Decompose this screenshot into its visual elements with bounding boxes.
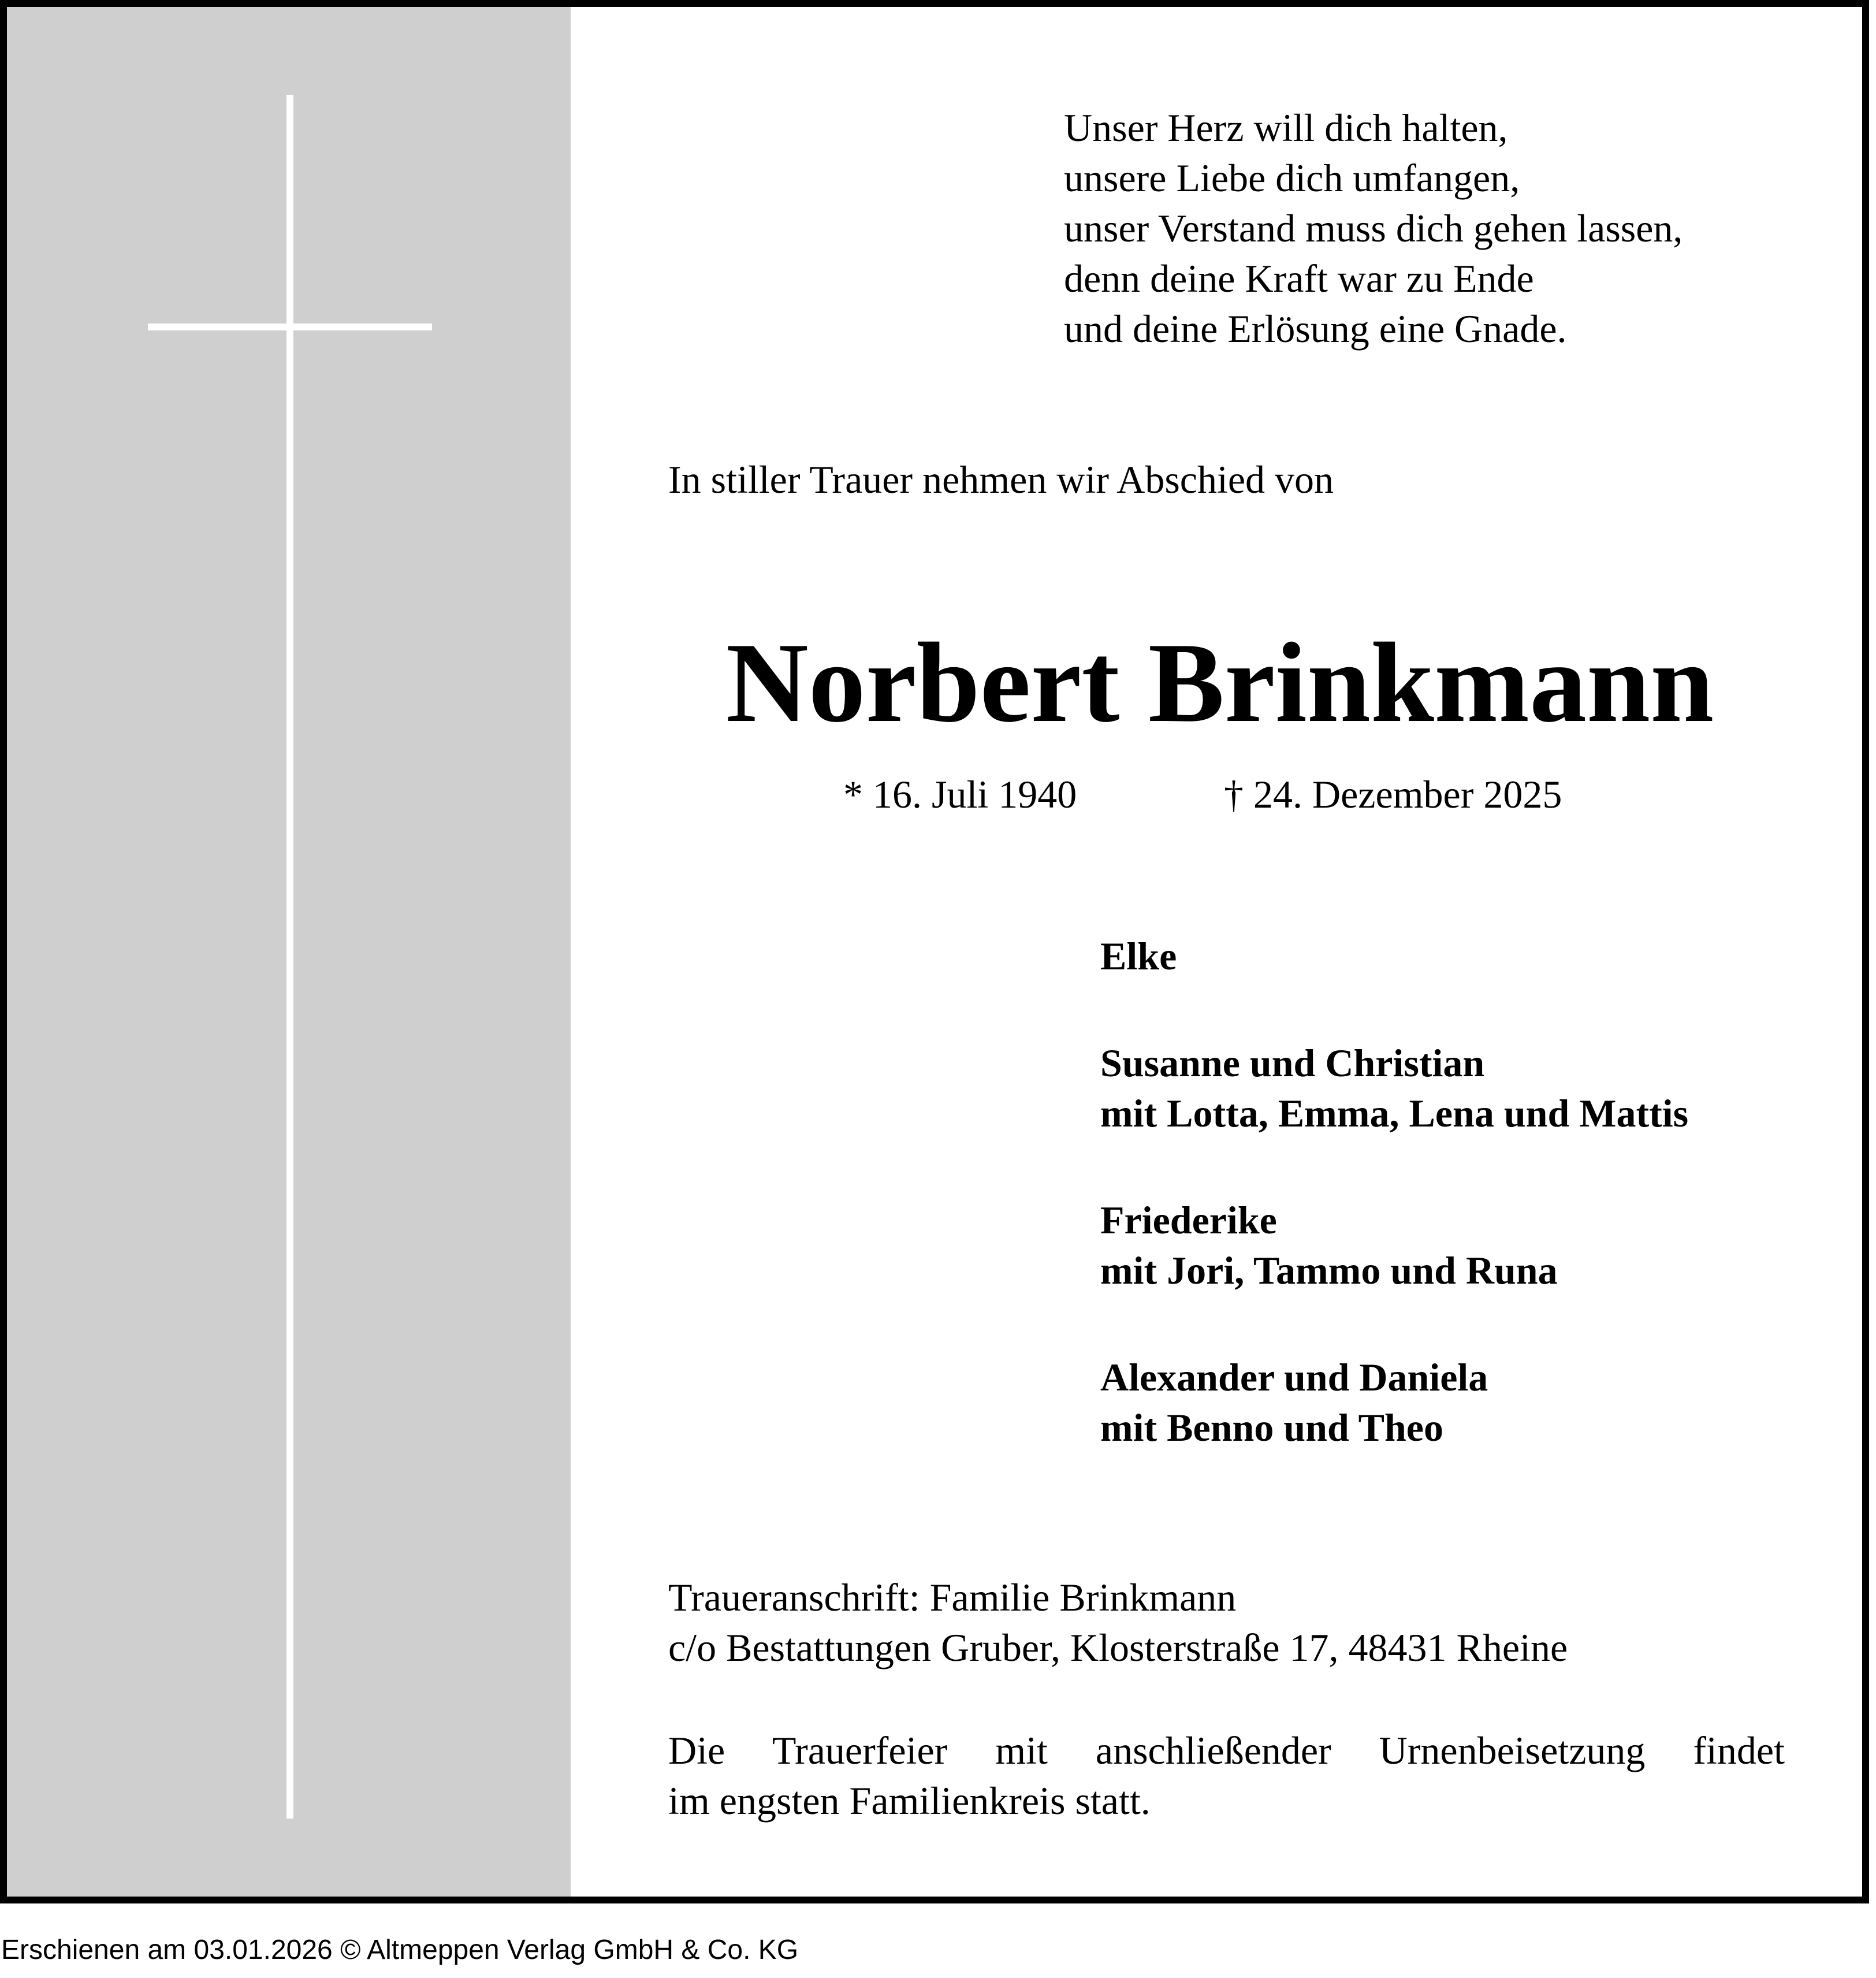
family-group (1100, 1038, 1688, 1139)
ceremony-line: im engsten Familienkreis statt. (668, 1779, 1151, 1823)
family-list (1100, 931, 1688, 1453)
deceased-name: Norbert Brinkmann (725, 619, 1714, 746)
birth-date: * 16. Juli 1940 (843, 772, 1077, 816)
poem (1064, 103, 1683, 354)
family-line: Elke (1100, 934, 1177, 978)
address-line: Traueranschrift: Familie Brinkmann (668, 1575, 1237, 1619)
family-line: mit Jori, Tammo und Runa (1100, 1248, 1558, 1292)
cross-vertical-bar (286, 95, 293, 1819)
side-panel (7, 7, 571, 1897)
family-group (1100, 931, 1688, 981)
family-line: Susanne und Christian (1100, 1041, 1485, 1085)
mourning-address (668, 1572, 1568, 1673)
publication-footer: Erschienen am 03.01.2026 © Altmeppen Verlag GmbH & Co. KG (1, 1935, 799, 1965)
poem-line: und deine Erlösung eine Gnade. (1064, 307, 1567, 351)
family-line: Alexander und Daniela (1100, 1355, 1488, 1399)
poem-line: denn deine Kraft war zu Ende (1064, 256, 1534, 300)
cross-horizontal-bar (148, 324, 432, 330)
intro-text: In stiller Trauer nehmen wir Abschied von (668, 458, 1334, 501)
family-line: Friederike (1100, 1198, 1277, 1242)
family-group (1100, 1195, 1688, 1296)
ceremony-line: Die Trauerfeier mit anschließender Urnenbeisetzung findet (668, 1728, 1785, 1772)
ceremony-notice (668, 1726, 1785, 1826)
family-group (1100, 1352, 1688, 1453)
address-line: c/o Bestattungen Gruber, Klosterstraße 17, 48431 Rheine (668, 1626, 1568, 1670)
family-line: mit Lotta, Emma, Lena und Mattis (1100, 1091, 1689, 1135)
family-line: mit Benno und Theo (1100, 1406, 1443, 1449)
poem-line: unser Verstand muss dich gehen lassen, (1064, 206, 1683, 250)
poem-line: unsere Liebe dich umfangen, (1064, 156, 1520, 200)
death-date: † 24. Dezember 2025 (1224, 772, 1562, 816)
poem-line: Unser Herz will dich halten, (1064, 106, 1508, 150)
